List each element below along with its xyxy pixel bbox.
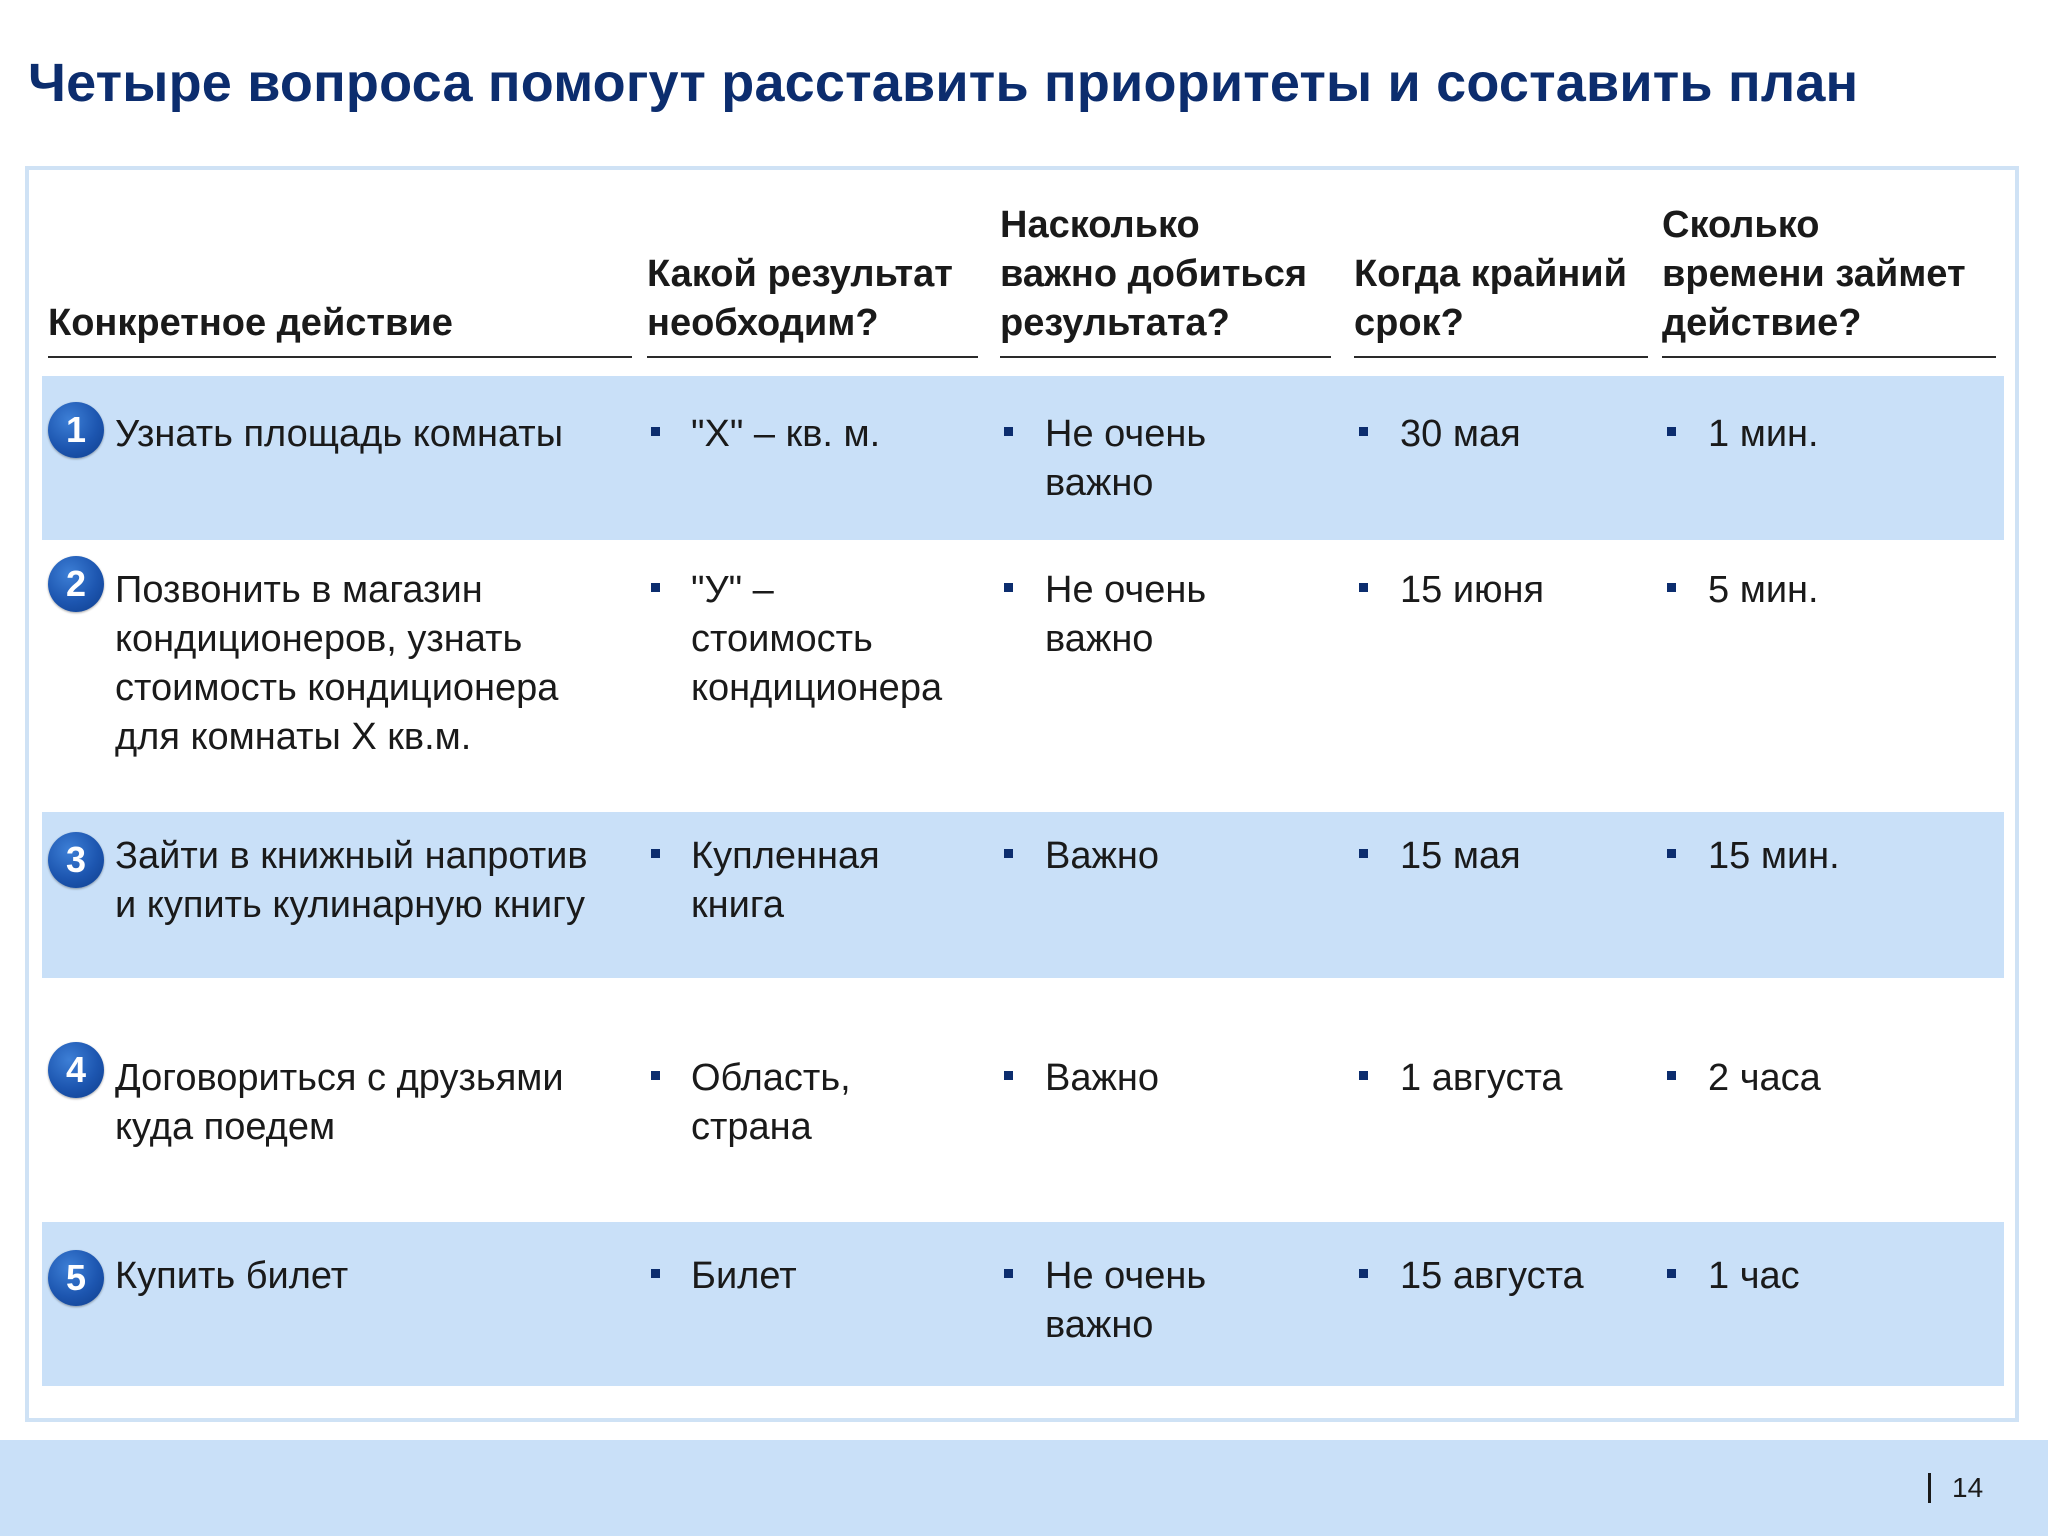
row-duration: 15 мин. xyxy=(1708,835,1840,877)
row-duration: 5 мин. xyxy=(1708,569,1819,611)
row-result: "X" – кв. м. xyxy=(691,413,881,455)
square-bullet-icon xyxy=(1004,849,1013,858)
square-bullet-icon xyxy=(1004,583,1013,592)
page-number: 14 xyxy=(1952,1472,1984,1503)
row-deadline: 15 июня xyxy=(1400,569,1545,611)
square-bullet-icon xyxy=(651,849,660,858)
row-result: "У" – стоимость кондиционера xyxy=(691,569,943,709)
square-bullet-icon xyxy=(651,427,660,436)
row-duration: 1 час xyxy=(1708,1255,1800,1297)
header-duration xyxy=(1662,200,1996,358)
square-bullet-icon xyxy=(1004,1071,1013,1080)
header-action-label: Конкретное действие xyxy=(48,302,453,344)
square-bullet-icon xyxy=(651,1071,660,1080)
header-action xyxy=(48,200,632,358)
row-importance: Не очень важно xyxy=(1045,569,1207,660)
square-bullet-icon xyxy=(1667,1269,1676,1278)
square-bullet-icon xyxy=(1359,427,1368,436)
header-deadline-label: Когда крайний срок? xyxy=(1354,253,1627,344)
row-importance: Не очень важно xyxy=(1045,1255,1207,1346)
square-bullet-icon xyxy=(1359,583,1368,592)
row-action: Позвонить в магазин кондиционеров, узнать стоимость кондиционера для комнаты X кв.м. xyxy=(115,569,559,758)
header-importance-label: Насколько важно добиться результата? xyxy=(1000,204,1308,344)
header-duration-label: Сколько времени займет действие? xyxy=(1662,204,1966,344)
row-number-badge: 3 xyxy=(48,832,104,888)
row-number-badge: 2 xyxy=(48,556,104,612)
square-bullet-icon xyxy=(1667,849,1676,858)
row-result: Билет xyxy=(691,1255,797,1297)
row-importance: Важно xyxy=(1045,1057,1160,1099)
row-result: Область, страна xyxy=(691,1057,851,1148)
row-result: Купленная книга xyxy=(691,835,880,926)
footer-bar xyxy=(0,1440,2048,1536)
row-duration: 2 часа xyxy=(1708,1057,1821,1099)
header-result-label: Какой результат необходим? xyxy=(647,253,953,344)
row-number-badge: 5 xyxy=(48,1250,104,1306)
square-bullet-icon xyxy=(1359,1269,1368,1278)
header-importance xyxy=(1000,200,1331,358)
row-importance: Важно xyxy=(1045,835,1160,877)
table-row xyxy=(42,1222,2004,1386)
square-bullet-icon xyxy=(1667,427,1676,436)
square-bullet-icon xyxy=(1667,583,1676,592)
row-deadline: 15 августа xyxy=(1400,1255,1584,1297)
square-bullet-icon xyxy=(651,583,660,592)
page-title: Четыре вопроса помогут расставить приоритеты и составить план xyxy=(28,53,1859,113)
footer-divider xyxy=(1928,1473,1931,1503)
row-action: Зайти в книжный напротив и купить кулинарную книгу xyxy=(115,835,588,926)
row-number-badge: 4 xyxy=(48,1042,104,1098)
row-duration: 1 мин. xyxy=(1708,413,1819,455)
square-bullet-icon xyxy=(1359,849,1368,858)
square-bullet-icon xyxy=(1004,427,1013,436)
row-deadline: 1 августа xyxy=(1400,1057,1563,1099)
header-result xyxy=(647,200,978,358)
square-bullet-icon xyxy=(651,1269,660,1278)
square-bullet-icon xyxy=(1667,1071,1676,1080)
header-deadline xyxy=(1354,200,1648,358)
row-importance: Не очень важно xyxy=(1045,413,1207,504)
row-deadline: 15 мая xyxy=(1400,835,1521,877)
row-action: Договориться с друзьями куда поедем xyxy=(115,1057,564,1148)
row-deadline: 30 мая xyxy=(1400,413,1521,455)
square-bullet-icon xyxy=(1004,1269,1013,1278)
row-action: Купить билет xyxy=(115,1255,349,1297)
square-bullet-icon xyxy=(1359,1071,1368,1080)
row-action: Узнать площадь комнаты xyxy=(115,413,564,455)
row-number-badge: 1 xyxy=(48,402,104,458)
